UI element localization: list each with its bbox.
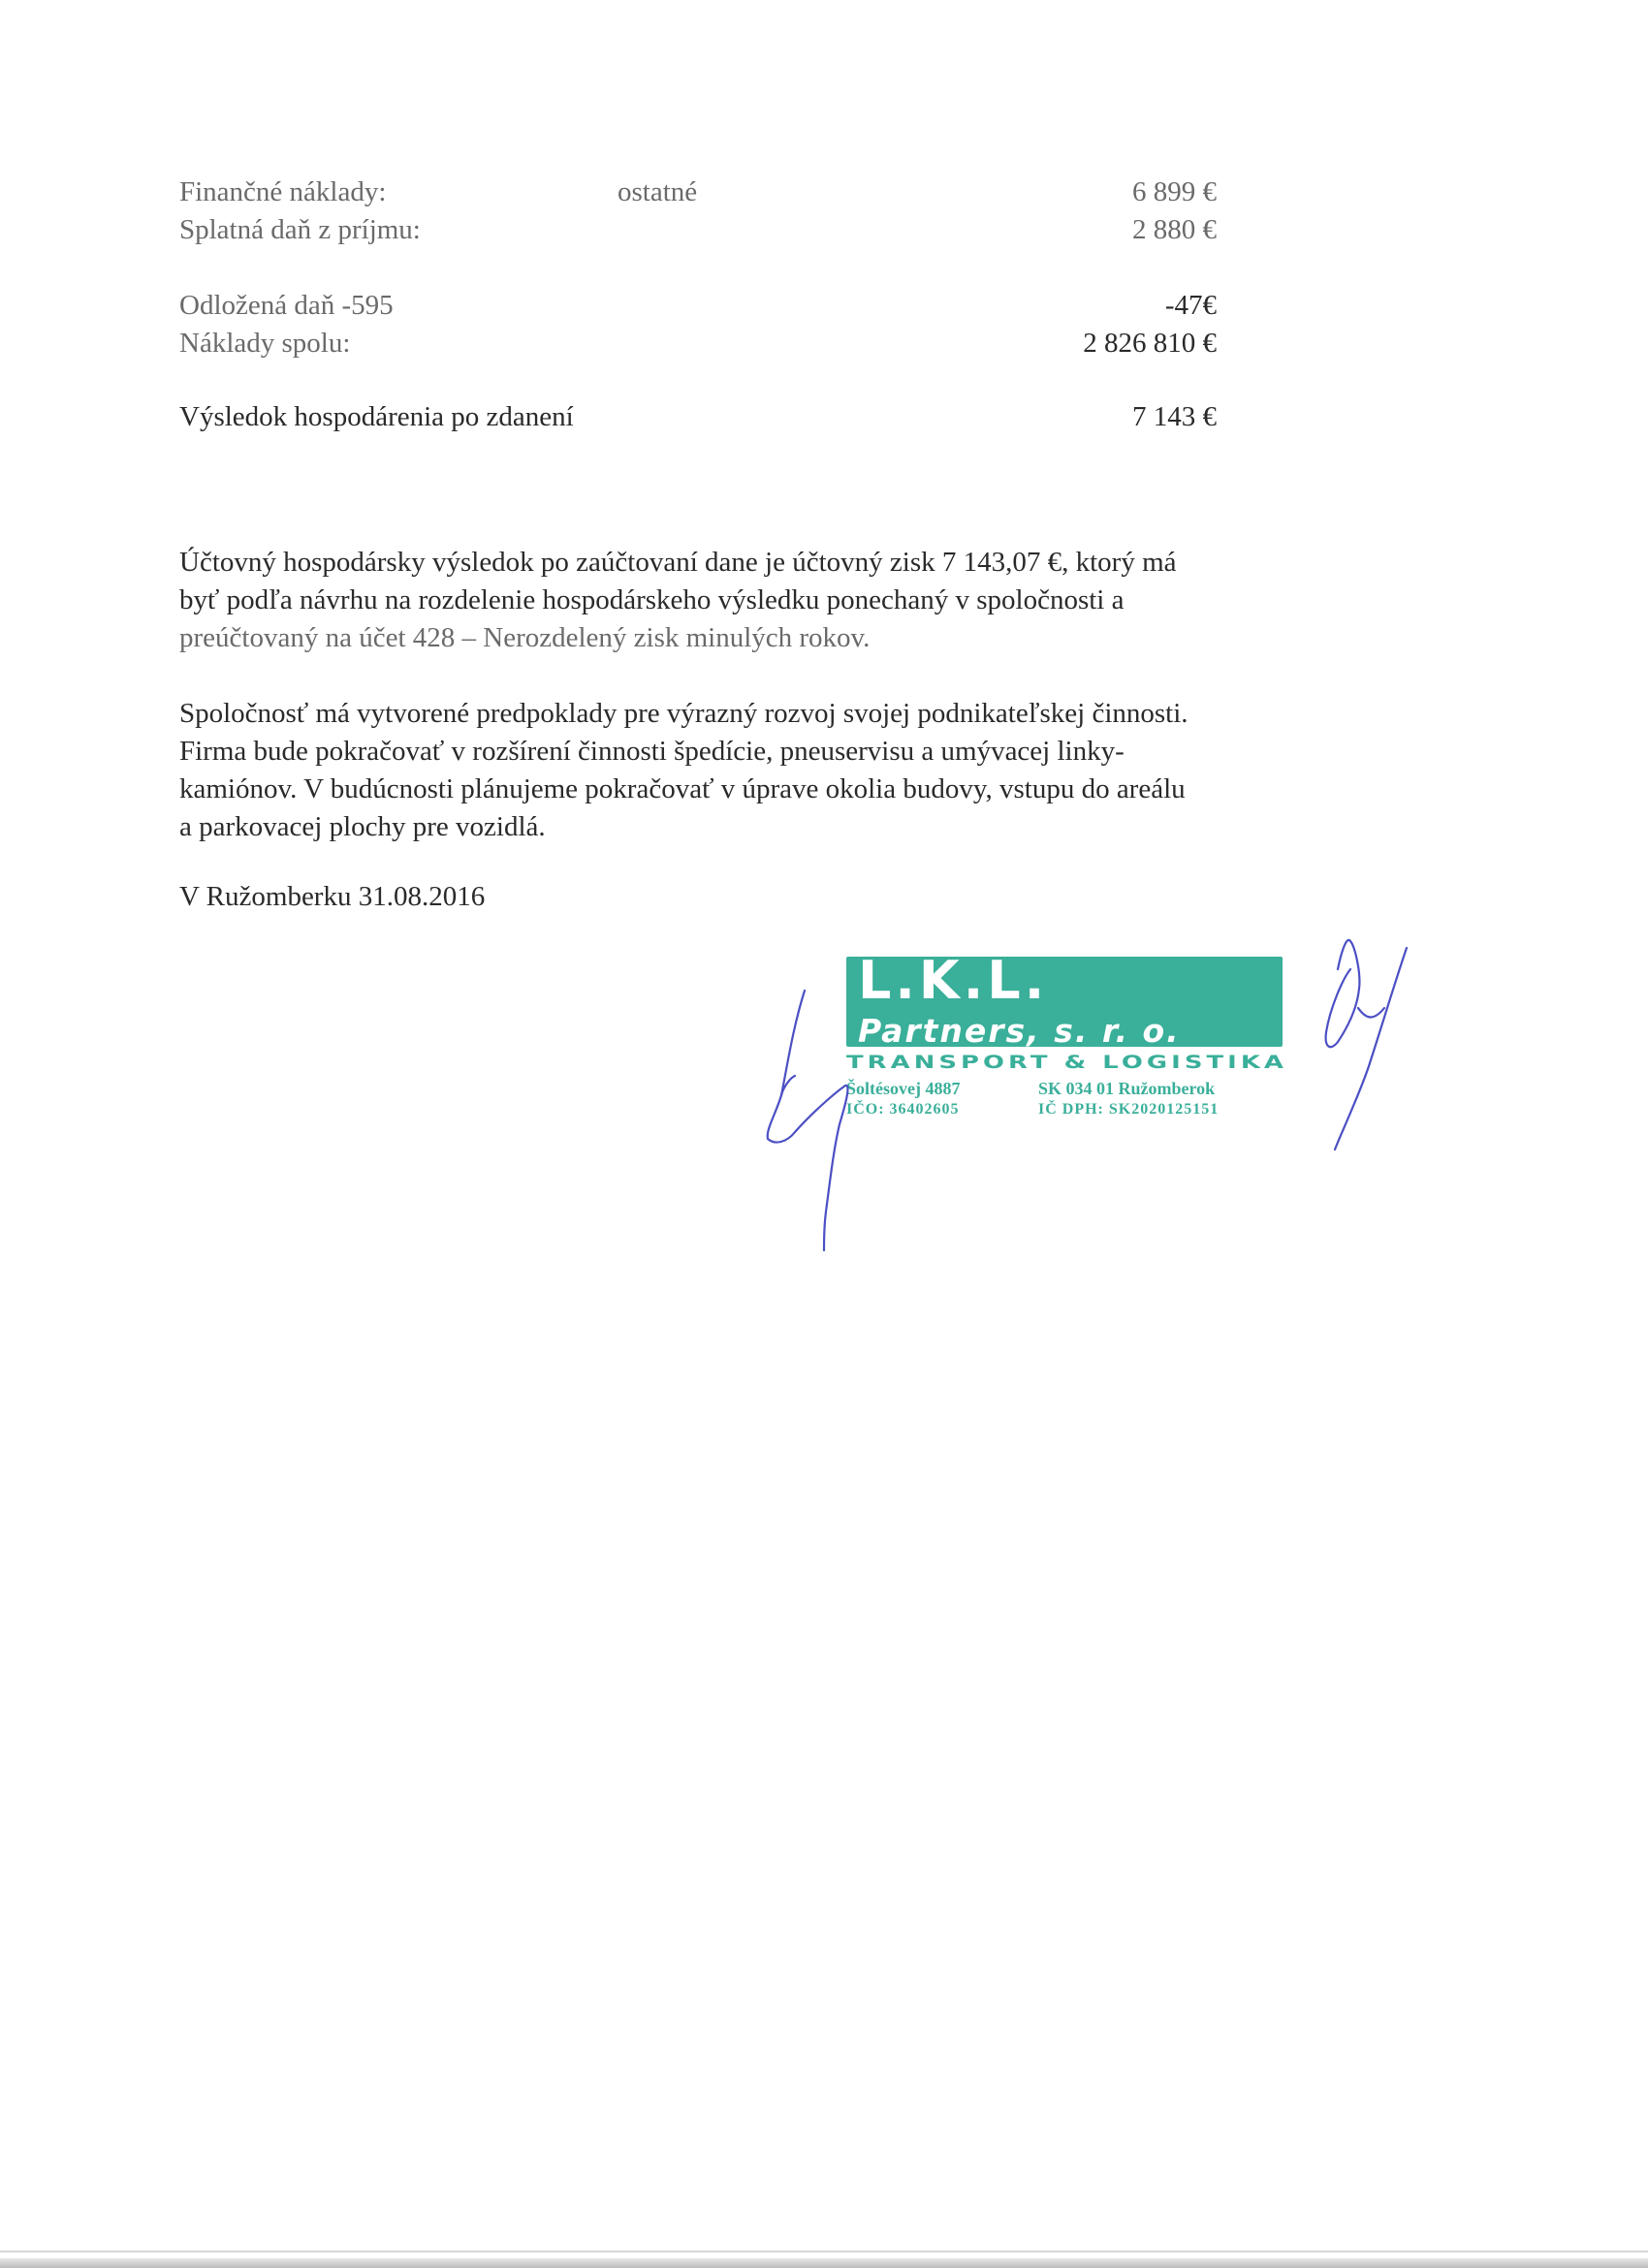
- company-stamp: [846, 955, 1297, 1153]
- signature-stroke: [768, 991, 848, 1250]
- stamp-logo: L.K.L.: [858, 955, 1049, 1011]
- paragraph-line: Spoločnosť má vytvorené predpoklady pre výrazný rozvoj svojej podnikateľskej činnosti.: [179, 698, 1188, 729]
- financial-row-label: Finančné náklady:: [179, 176, 387, 207]
- financial-row-financial-costs: [179, 173, 1217, 211]
- stamp-address: Šoltésovej 4887: [846, 1079, 961, 1098]
- financial-row-value: -47€: [1164, 290, 1217, 321]
- stamp-company-name: Partners, s. r. o.: [858, 1012, 1181, 1050]
- paragraph-line: Účtovný hospodársky výsledok po zaúčtovaní dane je účtovný zisk 7 143,07 €, ktorý má: [179, 547, 1177, 578]
- financial-row-label: Odložená daň -595: [179, 290, 394, 321]
- paragraph-line: Firma bude pokračovať v rozšírení činnosti špedície, pneuservisu a umývacej linky-: [179, 736, 1125, 767]
- signature-stroke: [781, 1076, 795, 1095]
- stamp-city: SK 034 01 Ružomberok: [1038, 1079, 1216, 1098]
- paragraph-line: preúčtovaný na účet 428 – Nerozdelený zisk minulých rokov.: [179, 622, 871, 653]
- financial-row-deferred-tax: [179, 286, 1217, 325]
- paragraph-line: byť podľa návrhu na rozdelenie hospodárskeho výsledku ponechaný v spoločnosti a: [179, 584, 1125, 615]
- stamp-tagline: TRANSPORT & LOGISTIKA: [846, 1052, 1287, 1073]
- outlook-paragraph: [179, 695, 1372, 846]
- scan-edge-line: [0, 2251, 1648, 2252]
- signature-stroke: [1326, 940, 1360, 1047]
- financial-row-total-costs: [179, 324, 1217, 362]
- financial-row-value: 7 143 €: [1132, 401, 1217, 432]
- stamp-icdph: IČ DPH: SK2020125151: [1038, 1101, 1220, 1118]
- signature-stroke: [1358, 1008, 1384, 1017]
- signature-stroke: [1335, 948, 1407, 1150]
- place-and-date: V Ružomberku 31.08.2016: [179, 881, 486, 912]
- paragraph-line: kamiónov. V budúcnosti plánujeme pokračovať v úprave okolia budovy, vstupu do areálu: [179, 773, 1186, 804]
- paragraph-line: a parkovacej plochy pre vozidlá.: [179, 811, 546, 842]
- financial-row-label: Výsledok hospodárenia po zdanení: [179, 401, 574, 432]
- financial-row-label: Náklady spolu:: [179, 328, 351, 359]
- financial-row-value: 2 826 810 €: [1083, 328, 1217, 359]
- financial-row-income-tax: [179, 210, 1217, 249]
- stamp-ico: IČO: 36402605: [846, 1101, 960, 1118]
- financial-row-result-after-tax: [179, 397, 1217, 436]
- financial-row-value: 2 880 €: [1132, 214, 1217, 245]
- financial-row-note: ostatné: [618, 176, 698, 207]
- financial-row-value: 6 899 €: [1132, 176, 1217, 207]
- scan-edge: [0, 2258, 1648, 2268]
- financial-row-label: Splatná daň z príjmu:: [179, 214, 421, 245]
- profit-paragraph: [179, 544, 1372, 657]
